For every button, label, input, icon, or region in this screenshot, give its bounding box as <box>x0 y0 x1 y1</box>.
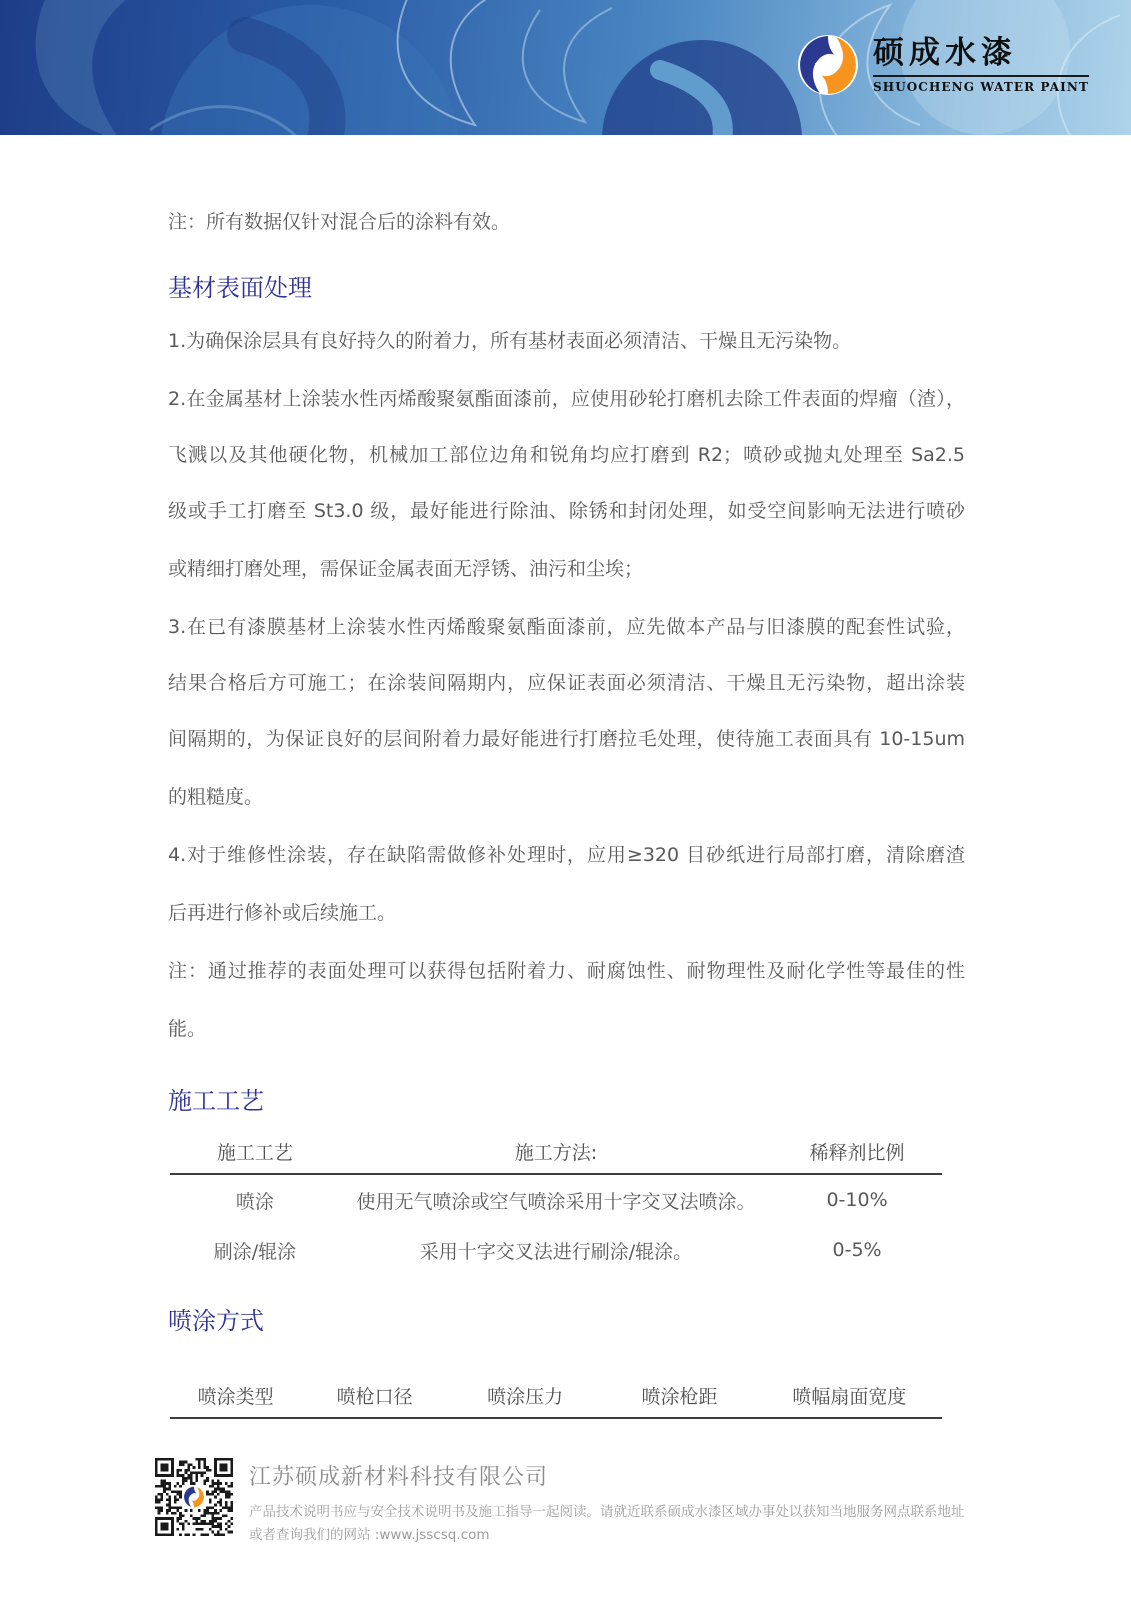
brand-name-cn: 硕成水漆 <box>872 35 1017 72</box>
company-name: 江苏硕成新材料科技有限公司 <box>249 1464 549 1490</box>
paragraph <box>168 371 965 595</box>
table-header-row <box>170 1138 942 1175</box>
body-line: 的粗糙度。 <box>168 785 264 808</box>
table-cell: 刷涂/辊涂 <box>213 1240 297 1263</box>
document-body <box>0 207 1131 1419</box>
body-line: 2.在金属基材上涂装水性丙烯酸聚氨酯面漆前，应使用砂轮打磨机去除工件表面的焊瘤（渣）， <box>168 388 965 410</box>
body-line: 后再进行修补或后续施工。 <box>168 901 397 924</box>
brand-name-en: SHUOCHENG WATER PAINT <box>872 79 1089 94</box>
column-header: 施工方法: <box>514 1142 598 1164</box>
table-cell: 使用无气喷涂或空气喷涂采用十字交叉法喷涂。 <box>356 1190 756 1213</box>
footer-note-line2: 或者查询我们的网站 :www.jsscsq.com <box>249 1527 490 1544</box>
table-cell: 0-5% <box>832 1239 882 1261</box>
table-cell: 采用十字交叉法进行刷涂/辊涂。 <box>419 1240 693 1263</box>
brand-logo <box>797 34 1089 96</box>
header-banner <box>0 0 1131 135</box>
column-header: 喷涂类型 <box>197 1386 274 1408</box>
column-header: 稀释剂比例 <box>809 1142 905 1164</box>
mixed-data-note: 注：所有数据仅针对混合后的涂料有效。 <box>168 211 511 233</box>
table-cell: 喷涂 <box>235 1190 274 1213</box>
brand-text <box>873 36 1089 94</box>
table-row <box>170 1175 942 1225</box>
table-cell: 0-10% <box>826 1189 888 1211</box>
paragraph <box>168 311 965 367</box>
column-header: 施工工艺 <box>216 1142 293 1164</box>
paragraph <box>168 599 965 823</box>
section-title-substrate-surface-treatment: 基材表面处理 <box>168 274 312 302</box>
brand-logo-icon <box>797 34 859 96</box>
body-line: 注：通过推荐的表面处理可以获得包括附着力、耐腐蚀性、耐物理性及耐化学性等最佳的性 <box>168 960 965 982</box>
page-footer <box>0 1458 1131 1548</box>
footer-texts <box>249 1458 965 1548</box>
table-row <box>170 1225 942 1275</box>
paragraph <box>168 943 965 1055</box>
body-line: 3.在已有漆膜基材上涂装水性丙烯酸聚氨酯面漆前，应先做本产品与旧漆膜的配套性试验， <box>168 616 965 638</box>
column-header: 喷涂枪距 <box>641 1386 718 1408</box>
body-line: 1.为确保涂层具有良好持久的附着力，所有基材表面必须清洁、干燥且无污染物。 <box>168 329 852 352</box>
qr-code <box>155 1458 233 1536</box>
construction-process-table <box>170 1138 942 1275</box>
table-header-row <box>170 1382 942 1419</box>
substrate-treatment-paragraphs <box>168 311 965 1055</box>
column-header: 喷枪口径 <box>336 1386 413 1408</box>
qr-center-logo-icon <box>183 1486 205 1508</box>
footer-note-line1: 产品技术说明书应与安全技术说明书及施工指导一起阅读。请就近联系硕成水漆区域办事处以获知当地服务网点联系地址 <box>249 1503 965 1520</box>
body-line: 飞溅以及其他硬化物，机械加工部位边角和锐角均应打磨到 R2；喷砂或抛丸处理至 Sa2.5 <box>168 444 965 466</box>
spray-method-table <box>170 1382 942 1419</box>
body-line: 间隔期的，为保证良好的层间附着力最好能进行打磨拉毛处理，使待施工表面具有 10-15um <box>168 728 965 750</box>
column-header: 喷幅扇面宽度 <box>792 1386 907 1408</box>
body-line: 4.对于维修性涂装，存在缺陷需做修补处理时，应用≥320 目砂纸进行局部打磨，清除磨渣 <box>168 844 965 866</box>
brand-divider <box>873 75 1089 77</box>
body-line: 级或手工打磨至 St3.0 级，最好能进行除油、除锈和封闭处理，如受空间影响无法进行喷砂 <box>168 500 965 522</box>
section-title-construction-process: 施工工艺 <box>168 1087 264 1115</box>
body-line: 结果合格后方可施工；在涂装间隔期内，应保证表面必须清洁、干燥且无污染物，超出涂装 <box>168 672 965 694</box>
body-line: 或精细打磨处理，需保证金属表面无浮锈、油污和尘埃； <box>168 557 644 580</box>
column-header: 喷涂压力 <box>487 1386 564 1408</box>
footer-note <box>249 1501 965 1548</box>
section-title-spray-method: 喷涂方式 <box>168 1307 264 1335</box>
paragraph <box>168 827 965 939</box>
body-line: 能。 <box>168 1017 207 1040</box>
table-body <box>170 1175 942 1275</box>
